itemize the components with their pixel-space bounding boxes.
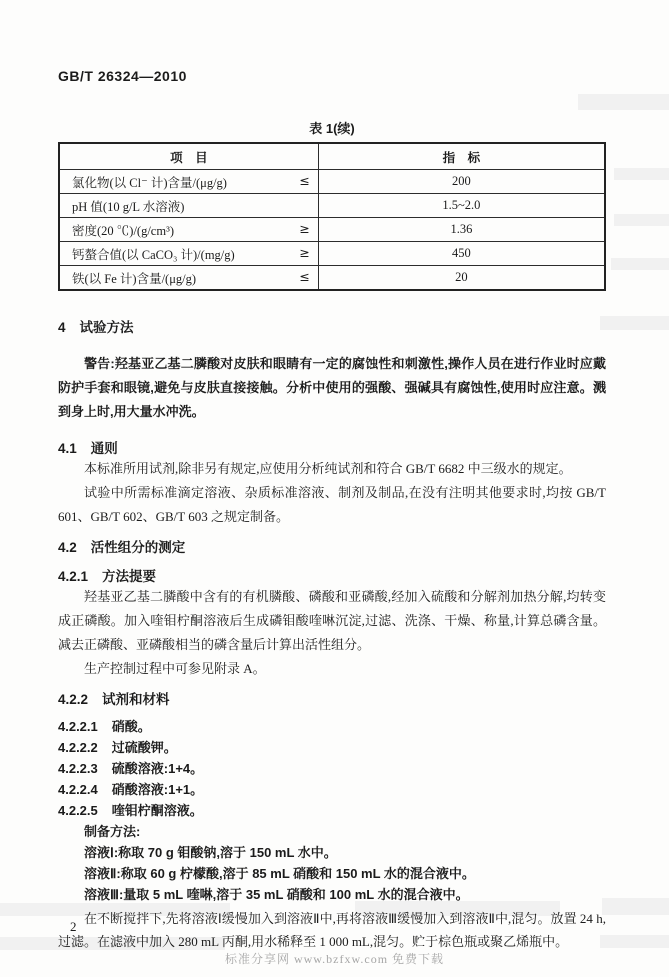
relation-symbol: ≤ <box>299 172 310 188</box>
section-heading-4 <box>58 319 606 336</box>
table-row <box>59 242 605 266</box>
scan-artifact <box>614 214 669 226</box>
clause-number: 4.2.2 <box>58 692 89 707</box>
spec-item: 钙螯合值(以 CaCO₃ 计)/(mg/g) <box>72 247 235 262</box>
table-row <box>59 170 605 194</box>
section-heading-4-1 <box>58 440 606 457</box>
spec-item: 氯化物(以 Cl⁻ 计)含量/(μg/g) <box>72 175 227 190</box>
spec-item: 密度(20 ℃)/(g/cm³) <box>72 223 174 238</box>
reagent-line <box>58 779 606 800</box>
paragraph: 羟基亚乙基二膦酸中含有的有机膦酸、磷酸和亚磷酸,经加入硫酸和分解剂加热分解,均转变成正磷酸。加入喹钼柠酮溶液后生成磷钼酸喹啉沉淀,过滤、洗涤、干燥、称量,计算总磷含量。减去正磷酸、亚磷酸相当的磷含量后计算出活性组分。 <box>58 589 606 652</box>
clause-number: 4.1 <box>58 441 77 456</box>
reagent-line <box>58 716 606 737</box>
scan-artifact <box>600 316 669 330</box>
solution-line: 溶液Ⅰ:称取 70 g 钼酸钠,溶于 150 mL 水中。 <box>84 845 337 860</box>
spec-value: 1.36 <box>318 218 605 242</box>
reagent-text: 过硫酸钾。 <box>111 740 177 755</box>
clause-title: 通则 <box>90 441 118 456</box>
table-row <box>59 218 605 242</box>
reagent-text: 硫酸溶液:1+4。 <box>111 761 204 776</box>
section-heading-4-2-1 <box>58 568 606 585</box>
reagent-list <box>58 716 606 821</box>
spec-value: 450 <box>318 242 605 266</box>
reagent-text: 硝酸。 <box>111 719 151 734</box>
scan-artifact <box>600 935 669 948</box>
clause-title: 试剂和材料 <box>102 692 170 707</box>
reagent-line <box>58 737 606 758</box>
relation-symbol: ≤ <box>299 268 310 284</box>
spec-value: 200 <box>318 170 605 194</box>
scan-artifact <box>611 258 669 270</box>
standard-number: GB/T 26324—2010 <box>58 68 187 84</box>
clause-number: 4.2.2.3 <box>58 761 98 776</box>
table-row <box>59 266 605 291</box>
spec-value: 1.5~2.0 <box>318 194 605 218</box>
reagent-text: 硝酸溶液:1+1。 <box>111 782 204 797</box>
page-content <box>58 68 606 953</box>
warning-paragraph: 警告:羟基亚乙基二膦酸对皮肤和眼睛有一定的腐蚀性和刺激性,操作人员在进行作业时应戴防护手套和眼镜,避免与皮肤直接接触。分析中使用的强酸、强碱具有腐蚀性,使用时应注意。溅到身上时,用大量水冲洗。 <box>58 356 606 419</box>
clause-title: 方法提要 <box>102 569 157 584</box>
section-heading-4-2 <box>58 539 606 556</box>
scan-artifact <box>602 898 669 915</box>
reagent-line <box>58 758 606 779</box>
clause-number: 4 <box>58 320 66 335</box>
clause-number: 4.2 <box>58 540 77 555</box>
reagent-line <box>58 800 606 821</box>
clause-number: 4.2.1 <box>58 569 89 584</box>
solution-line: 溶液Ⅱ:称取 60 g 柠檬酸,溶于 85 mL 硝酸和 150 mL 水的混合液中。 <box>84 866 475 881</box>
table-row <box>59 194 605 218</box>
clause-number: 4.2.2.4 <box>58 782 98 797</box>
preparation-label: 制备方法: <box>84 824 141 839</box>
clause-number: 4.2.2.5 <box>58 803 98 818</box>
clause-number: 4.2.2.1 <box>58 719 98 734</box>
paragraph: 生产控制过程中可参见附录 A。 <box>84 661 266 676</box>
paragraph: 本标准所用试剂,除非另有规定,应使用分析纯试剂和符合 GB/T 6682 中三级水的规定。 <box>84 461 572 476</box>
relation-symbol: ≥ <box>299 244 310 260</box>
page-number: 2 <box>70 919 77 934</box>
paragraph: 试验中所需标准滴定溶液、杂质标准溶液、制剂及制品,在没有注明其他要求时,均按 GB/T 601、GB/T 602、GB/T 603 之规定制备。 <box>58 485 606 524</box>
table-header-row <box>59 143 605 170</box>
paragraph: 在不断搅拌下,先将溶液Ⅰ缓慢加入到溶液Ⅱ中,再将溶液Ⅲ缓慢加入到溶液Ⅱ中,混匀。放置 24 h,过滤。在滤液中加入 280 mL 丙酮,用水稀释至 1 000 mL,混匀。贮于棕色瓶或聚乙烯瓶中。 <box>58 911 606 949</box>
spec-table <box>58 142 606 291</box>
solution-line: 溶液Ⅲ:量取 5 mL 喹啉,溶于 35 mL 硝酸和 100 mL 水的混合液中。 <box>84 887 469 902</box>
table-title: 表 1(续) <box>309 121 355 136</box>
spec-item: 铁(以 Fe 计)含量/(μg/g) <box>72 271 197 286</box>
column-header-index: 指 标 <box>318 143 605 170</box>
spec-value: 20 <box>318 266 605 291</box>
reagent-text: 喹钼柠酮溶液。 <box>111 803 203 818</box>
clause-title: 活性组分的测定 <box>90 540 186 555</box>
clause-title: 试验方法 <box>79 320 134 335</box>
clause-number: 4.2.2.2 <box>58 740 98 755</box>
scan-artifact <box>614 168 669 180</box>
section-heading-4-2-2 <box>58 691 606 708</box>
column-header-item: 项 目 <box>59 143 318 170</box>
watermark: 标准分享网 www.bzfxw.com 免费下载 <box>224 952 445 966</box>
relation-symbol: ≥ <box>299 220 310 236</box>
spec-item: pH 值(10 g/L 水溶液) <box>72 199 185 214</box>
